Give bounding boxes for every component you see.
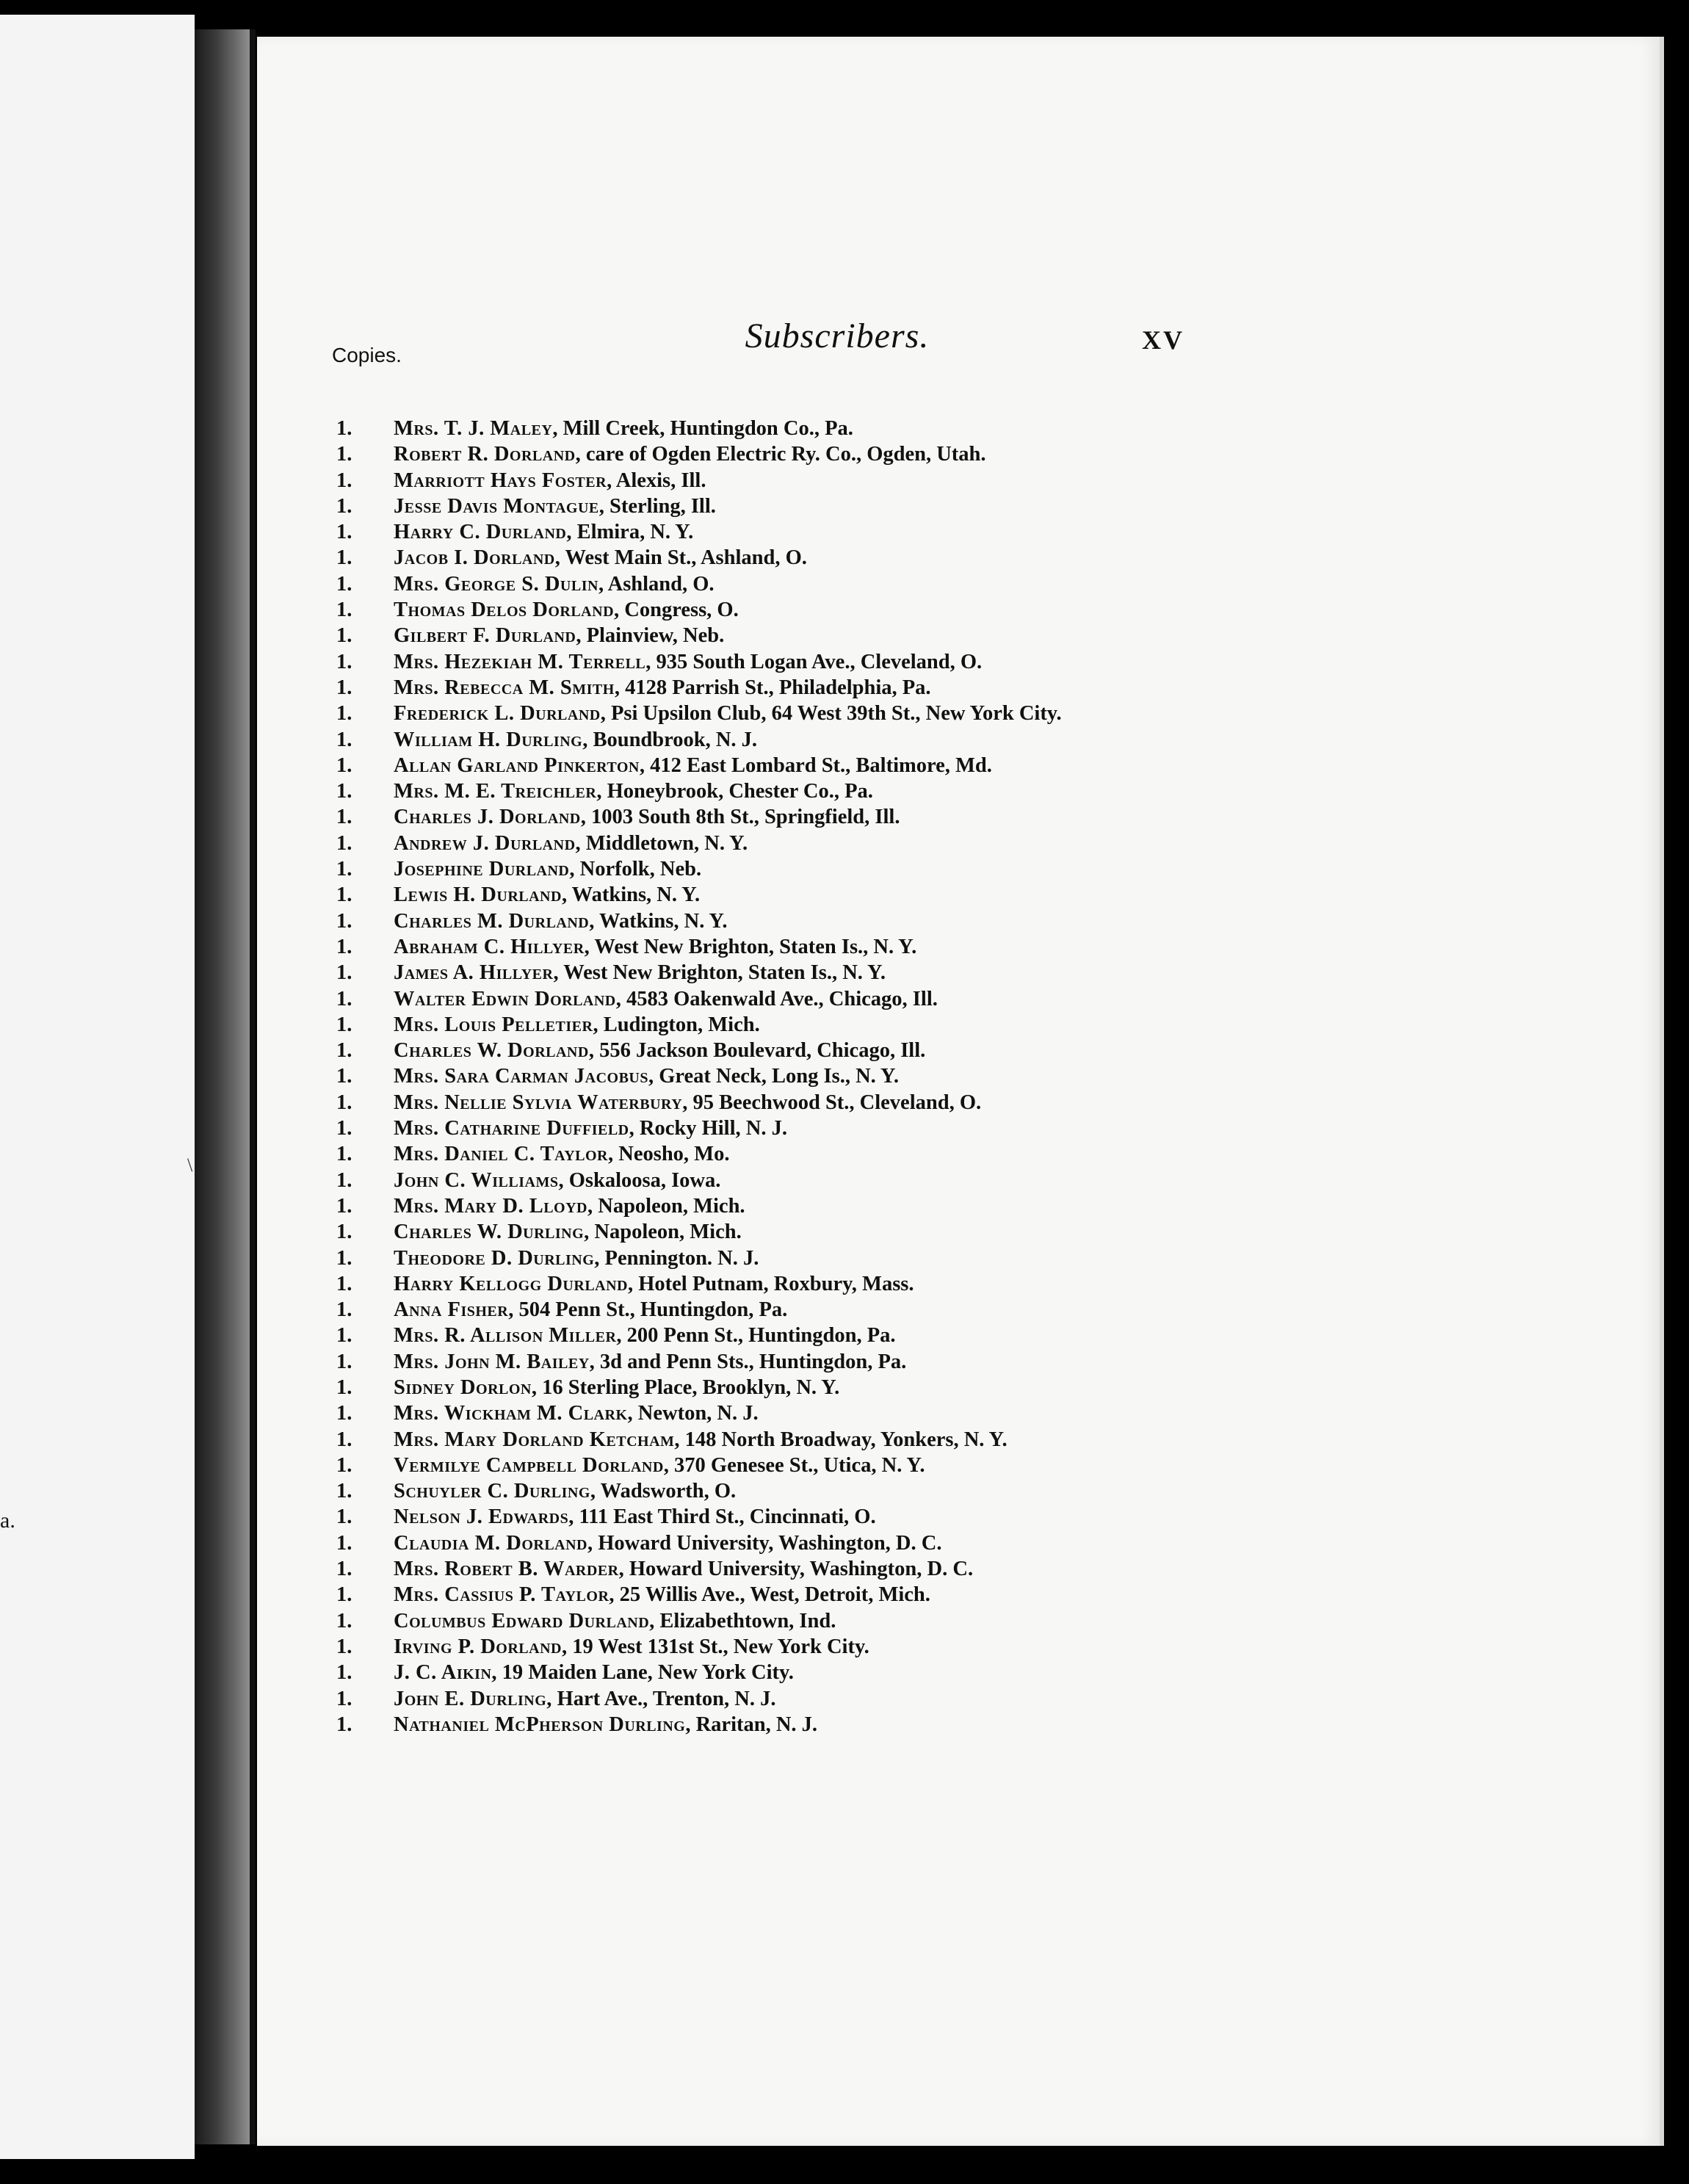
subscriber-entry [330, 675, 1579, 701]
subscriber-name: Mrs. T. J. Maley [394, 417, 553, 440]
subscriber-address: , 504 Penn St., Huntingdon, Pa. [508, 1298, 788, 1322]
copies-count: 1. [336, 1246, 352, 1270]
subscriber-name: Mrs. R. Allison Miller [394, 1324, 617, 1348]
copies-count: 1. [336, 1298, 352, 1322]
subscriber-name: Mrs. Hezekiah M. Terrell [394, 650, 646, 673]
copies-count: 1. [336, 1091, 352, 1114]
copies-count: 1. [336, 1558, 352, 1581]
subscriber-entry [330, 1297, 1579, 1323]
subscriber-name: Mrs. M. E. Treichler [394, 780, 597, 803]
subscriber-address: , Ashland, O. [598, 572, 715, 596]
subscriber-entry [330, 753, 1579, 778]
copies-count: 1. [336, 1194, 352, 1218]
copies-count: 1. [336, 676, 352, 699]
subscriber-address: , 25 Willis Ave., West, Detroit, Mich. [609, 1583, 930, 1607]
copies-count: 1. [336, 935, 352, 958]
copies-count: 1. [336, 883, 352, 907]
subscriber-name: Mrs. Robert B. Warder [394, 1558, 619, 1581]
subscriber-entry [330, 778, 1579, 804]
subscriber-entry [330, 1453, 1579, 1478]
subscriber-name: John C. Williams [394, 1168, 559, 1192]
facing-page-edge [0, 15, 195, 2159]
copies-count: 1. [336, 909, 352, 933]
copies-count: 1. [336, 443, 352, 466]
subscriber-name: Anna Fisher [394, 1298, 509, 1322]
copies-count: 1. [336, 1687, 352, 1710]
subscriber-name: Frederick L. Durland [394, 702, 601, 726]
copies-count: 1. [336, 1635, 352, 1658]
subscriber-address: , Great Neck, Long Is., N. Y. [648, 1065, 899, 1088]
copies-count: 1. [336, 831, 352, 855]
subscriber-address: , 111 East Third St., Cincinnati, O. [568, 1505, 876, 1529]
subscriber-address: , Hotel Putnam, Roxbury, Mass. [628, 1272, 914, 1295]
subscriber-address: , West Main St., Ashland, O. [554, 546, 807, 570]
copies-count: 1. [336, 753, 352, 777]
subscriber-entry [330, 856, 1579, 882]
copies-count: 1. [336, 806, 352, 829]
subscriber-address: , Boundbrook, N. J. [582, 728, 758, 751]
subscriber-address: , 412 East Lombard St., Baltimore, Md. [639, 753, 992, 777]
subscriber-entry [330, 1012, 1579, 1038]
subscriber-entry [330, 1349, 1579, 1375]
subscriber-name: Mrs. Louis Pelletier [394, 1013, 593, 1036]
subscriber-address: , Newton, N. J. [627, 1402, 759, 1425]
subscriber-entry [330, 1038, 1579, 1063]
subscriber-name: Marriott Hays Foster [394, 469, 607, 492]
subscriber-entry [330, 1219, 1579, 1245]
copies-count: 1. [336, 1117, 352, 1140]
subscriber-entry [330, 831, 1579, 856]
copies-count: 1. [336, 521, 352, 544]
subscriber-address: , Howard University, Washington, D. C. [618, 1558, 974, 1581]
copies-count: 1. [336, 728, 352, 751]
subscriber-address: , Plainview, Neb. [576, 624, 725, 648]
subscriber-address: , Norfolk, Neb. [569, 858, 702, 881]
book-gutter-line [250, 29, 256, 2144]
subscriber-entry [330, 804, 1579, 830]
copies-count: 1. [336, 1324, 352, 1348]
subscriber-entry [330, 1090, 1579, 1115]
copies-count: 1. [336, 572, 352, 596]
subscriber-name: Nathaniel McPherson Durling [394, 1713, 686, 1736]
subscriber-entry [330, 1427, 1579, 1453]
subscriber-name: Gilbert F. Durland [394, 624, 576, 648]
subscriber-address: , Honeybrook, Chester Co., Pa. [596, 780, 873, 803]
subscriber-entry [330, 1712, 1579, 1738]
copies-count: 1. [336, 1221, 352, 1244]
subscriber-name: Mrs. Mary Dorland Ketcham [394, 1428, 675, 1451]
subscriber-entry [330, 1504, 1579, 1530]
subscriber-address: , 4128 Parrish St., Philadelphia, Pa. [614, 676, 931, 699]
subscriber-address: , Watkins, N. Y. [589, 909, 728, 933]
subscriber-address: , Raritan, N. J. [685, 1713, 818, 1736]
subscriber-name: Charles M. Durland [394, 909, 590, 933]
subscriber-name: Claudia M. Dorland [394, 1531, 588, 1555]
subscriber-entry [330, 1478, 1579, 1504]
subscriber-entry [330, 1400, 1579, 1426]
copies-count: 1. [336, 546, 352, 570]
subscriber-entry [330, 1582, 1579, 1608]
subscriber-address: , 19 West 131st St., New York City. [561, 1635, 869, 1658]
subscriber-entry [330, 1323, 1579, 1348]
subscriber-address: , Elmira, N. Y. [566, 521, 694, 544]
subscriber-address: , 16 Sterling Place, Brooklyn, N. Y. [531, 1375, 840, 1399]
subscriber-address: , 556 Jackson Boulevard, Chicago, Ill. [588, 1039, 926, 1063]
subscriber-entry [330, 571, 1579, 597]
copies-count: 1. [336, 1272, 352, 1295]
copies-count: 1. [336, 1480, 352, 1503]
subscriber-entry [330, 1634, 1579, 1660]
subscriber-address: , Congress, O. [614, 599, 739, 622]
subscriber-entry [330, 1141, 1579, 1167]
copies-count: 1. [336, 1350, 352, 1373]
subscriber-address: , Sterling, Ill. [598, 494, 716, 518]
subscriber-address: , care of Ogden Electric Ry. Co., Ogden, Utah. [575, 443, 986, 466]
subscriber-name: James A. Hillyer [394, 961, 554, 985]
subscriber-entry [330, 623, 1579, 648]
subscriber-name: Irving P. Dorland [394, 1635, 562, 1658]
copies-column-header: Copies. [332, 344, 402, 366]
subscriber-name: Mrs. John M. Bailey [394, 1350, 590, 1373]
page-number: XV [1142, 325, 1185, 355]
subscriber-entry [330, 1168, 1579, 1193]
book-gutter-shadow [195, 29, 253, 2144]
subscriber-address: , Oskaloosa, Iowa. [558, 1168, 721, 1192]
copies-count: 1. [336, 1661, 352, 1685]
subscriber-name: Mrs. Mary D. Lloyd [394, 1194, 587, 1218]
copies-count: 1. [336, 1402, 352, 1425]
subscriber-address: , 4583 Oakenwald Ave., Chicago, Ill. [615, 987, 938, 1010]
subscriber-address: , Napoleon, Mich. [584, 1221, 742, 1244]
subscriber-name: Sidney Dorlon [394, 1375, 532, 1399]
subscriber-list [330, 416, 1579, 1738]
subscriber-name: Walter Edwin Dorland [394, 987, 616, 1010]
subscriber-entry [330, 986, 1579, 1012]
subscriber-entry [330, 1608, 1579, 1634]
subscriber-name: Mrs. Catharine Duffield [394, 1117, 629, 1140]
subscriber-address: , 19 Maiden Lane, New York City. [491, 1661, 794, 1685]
page-title: Subscribers. [745, 317, 930, 355]
subscriber-address: , Mill Creek, Huntingdon Co., Pa. [552, 417, 853, 440]
subscriber-name: Jacob I. Dorland [394, 546, 555, 570]
subscriber-address: , West New Brighton, Staten Is., N. Y. [584, 935, 917, 958]
subscriber-name: Robert R. Dorland [394, 443, 576, 466]
subscriber-entry [330, 441, 1579, 467]
subscriber-address: , Napoleon, Mich. [587, 1194, 745, 1218]
copies-count: 1. [336, 702, 352, 726]
subscriber-address: , Alexis, Ill. [607, 469, 706, 492]
subscriber-name: Harry Kellogg Durland [394, 1272, 628, 1295]
copies-count: 1. [336, 1039, 352, 1063]
copies-count: 1. [336, 961, 352, 985]
subscriber-entry [330, 416, 1579, 441]
subscriber-name: Lewis H. Durland [394, 883, 562, 907]
copies-count: 1. [336, 1713, 352, 1736]
subscriber-name: Thomas Delos Dorland [394, 599, 615, 622]
subscriber-address: , Rocky Hill, N. J. [629, 1117, 787, 1140]
subscriber-name: Mrs. Daniel C. Taylor [394, 1143, 608, 1166]
subscriber-name: Abraham C. Hillyer [394, 935, 585, 958]
copies-count: 1. [336, 987, 352, 1010]
subscriber-entry [330, 701, 1579, 726]
copies-count: 1. [336, 1065, 352, 1088]
copies-count: 1. [336, 417, 352, 440]
subscriber-entry [330, 1245, 1579, 1271]
subscriber-entry [330, 960, 1579, 986]
subscriber-name: Josephine Durland [394, 858, 570, 881]
subscriber-name: William H. Durling [394, 728, 583, 751]
copies-count: 1. [336, 1531, 352, 1555]
copies-count: 1. [336, 858, 352, 881]
copies-count: 1. [336, 780, 352, 803]
subscriber-entry [330, 1271, 1579, 1297]
subscriber-address: , 3d and Penn Sts., Huntingdon, Pa. [589, 1350, 907, 1373]
subscriber-entry [330, 1556, 1579, 1582]
subscriber-address: , 370 Genesee St., Utica, N. Y. [663, 1453, 925, 1477]
subscriber-name: Mrs. Wickham M. Clark [394, 1402, 628, 1425]
subscriber-address: , Psi Upsilon Club, 64 West 39th St., New York City. [600, 702, 1062, 726]
subscriber-address: , Howard University, Washington, D. C. [587, 1531, 942, 1555]
copies-count: 1. [336, 469, 352, 492]
copies-count: 1. [336, 1505, 352, 1529]
copies-count: 1. [336, 1609, 352, 1632]
subscriber-address: , Wadsworth, O. [590, 1480, 737, 1503]
copies-count: 1. [336, 1428, 352, 1451]
subscriber-entry [330, 493, 1579, 519]
subscriber-entry [330, 1375, 1579, 1400]
subscriber-address: , Neosho, Mo. [608, 1143, 730, 1166]
subscriber-address: , Ludington, Mich. [593, 1013, 760, 1036]
copies-count: 1. [336, 1583, 352, 1607]
subscriber-address: , Hart Ave., Trenton, N. J. [546, 1687, 776, 1710]
subscriber-name: Allan Garland Pinkerton [394, 753, 640, 777]
subscriber-entry [330, 1660, 1579, 1685]
copies-count: 1. [336, 1013, 352, 1036]
subscriber-address: , Pennington. N. J. [594, 1246, 759, 1270]
copies-count: 1. [336, 650, 352, 673]
subscriber-name: Schuyler C. Durling [394, 1480, 590, 1503]
subscriber-address: , Elizabethtown, Ind. [649, 1609, 836, 1632]
subscriber-entry [330, 545, 1579, 571]
subscriber-address: , 1003 South 8th St., Springfield, Ill. [580, 806, 900, 829]
subscriber-address: , 935 South Logan Ave., Cleveland, O. [645, 650, 983, 673]
subscriber-name: Mrs. George S. Dulin [394, 572, 598, 596]
copies-count: 1. [336, 1453, 352, 1477]
subscriber-address: , 148 North Broadway, Yonkers, N. Y. [674, 1428, 1008, 1451]
subscriber-entry [330, 597, 1579, 623]
subscriber-name: Nelson J. Edwards [394, 1505, 569, 1529]
subscriber-address: , Middletown, N. Y. [575, 831, 748, 855]
subscriber-address: , 200 Penn St., Huntingdon, Pa. [616, 1324, 896, 1348]
copies-count: 1. [336, 1168, 352, 1192]
subscriber-entry [330, 468, 1579, 493]
subscriber-name: Mrs. Nellie Sylvia Waterbury [394, 1091, 683, 1114]
subscriber-name: Jesse Davis Montague [394, 494, 599, 518]
subscriber-entry [330, 1115, 1579, 1141]
subscriber-entry [330, 1063, 1579, 1089]
document-page [257, 37, 1664, 2146]
copies-count: 1. [336, 494, 352, 518]
subscriber-name: J. C. Aikin [394, 1661, 492, 1685]
subscriber-entry [330, 519, 1579, 545]
copies-count: 1. [336, 1143, 352, 1166]
subscriber-name: Vermilye Campbell Dorland [394, 1453, 664, 1477]
subscriber-name: Charles W. Durling [394, 1221, 585, 1244]
subscriber-name: Theodore D. Durling [394, 1246, 595, 1270]
subscriber-name: Andrew J. Durland [394, 831, 576, 855]
subscriber-entry [330, 1686, 1579, 1712]
subscriber-entry [330, 649, 1579, 675]
subscriber-name: Charles W. Dorland [394, 1039, 589, 1063]
facing-page-mark: \ [187, 1154, 193, 1176]
facing-page-text-fragment: a. [0, 1508, 15, 1533]
subscriber-name: Mrs. Rebecca M. Smith [394, 676, 615, 699]
subscriber-entry [330, 1530, 1579, 1556]
copies-count: 1. [336, 624, 352, 648]
subscriber-name: Mrs. Sara Carman Jacobus [394, 1065, 648, 1088]
copies-count: 1. [336, 1375, 352, 1399]
subscriber-name: Charles J. Dorland [394, 806, 581, 829]
subscriber-address: , West New Brighton, Staten Is., N. Y. [553, 961, 886, 985]
subscriber-address: , 95 Beechwood St., Cleveland, O. [682, 1091, 982, 1114]
subscriber-entry [330, 882, 1579, 908]
subscriber-entry [330, 1193, 1579, 1219]
subscriber-name: John E. Durling [394, 1687, 547, 1710]
subscriber-name: Harry C. Durland [394, 521, 567, 544]
subscriber-entry [330, 727, 1579, 753]
subscriber-name: Mrs. Cassius P. Taylor [394, 1583, 610, 1607]
copies-count: 1. [336, 599, 352, 622]
subscriber-entry [330, 934, 1579, 960]
subscriber-name: Columbus Edward Durland [394, 1609, 650, 1632]
subscriber-entry [330, 908, 1579, 934]
subscriber-address: , Watkins, N. Y. [561, 883, 701, 907]
